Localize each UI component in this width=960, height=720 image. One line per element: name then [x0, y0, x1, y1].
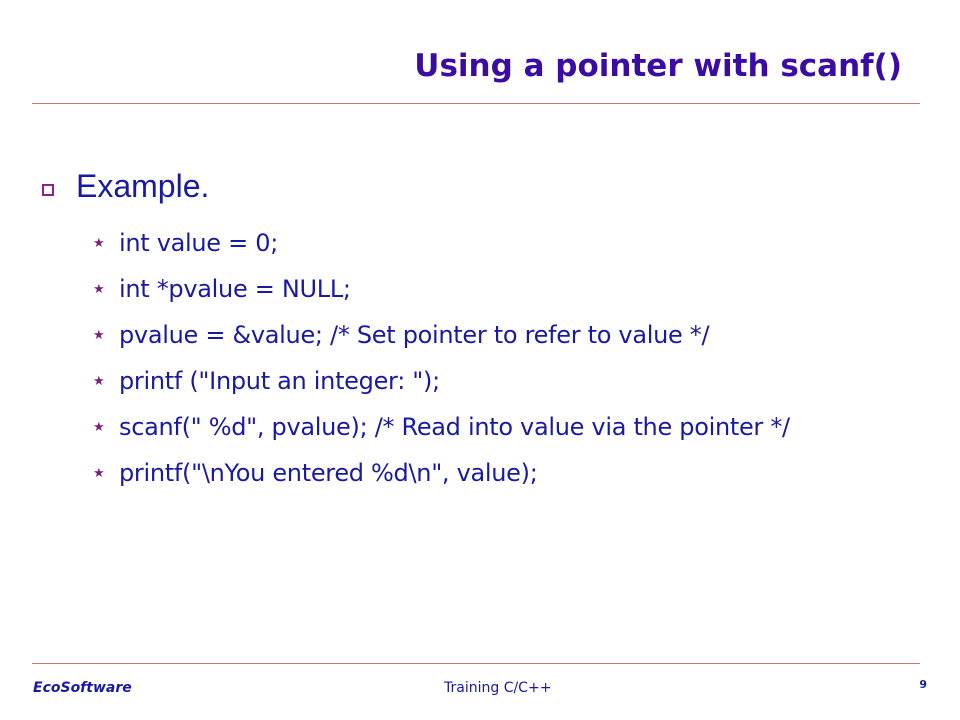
square-bullet-icon [42, 184, 54, 196]
code-bullet-text: int value = 0; [119, 229, 278, 257]
footer-page-number: 9 [919, 678, 927, 691]
code-bullet-text: printf("\nYou entered %d\n", value); [119, 459, 538, 487]
code-bullet-item [93, 404, 790, 450]
code-bullet-item [93, 450, 790, 496]
slide-title: Using a pointer with scanf() [414, 48, 902, 84]
footer-course: Training C/C++ [444, 680, 552, 696]
code-bullet-text: pvalue = &value; /* Set pointer to refer to value */ [119, 321, 710, 349]
code-bullet-item [93, 312, 790, 358]
footer-company: EcoSoftware [33, 680, 132, 696]
level1-bullet [42, 168, 209, 205]
star-bullet-icon: ★ [93, 419, 105, 435]
code-bullet-list [93, 220, 790, 496]
footer-divider [32, 663, 920, 664]
code-bullet-item [93, 220, 790, 266]
code-bullet-item [93, 358, 790, 404]
level1-bullet-text: Example. [76, 168, 210, 204]
title-divider [32, 103, 920, 104]
code-bullet-item [93, 266, 790, 312]
star-bullet-icon: ★ [93, 465, 105, 481]
code-bullet-text: printf ("Input an integer: "); [119, 367, 440, 395]
star-bullet-icon: ★ [93, 235, 105, 251]
star-bullet-icon: ★ [93, 373, 105, 389]
code-bullet-text: scanf(" %d", pvalue); /* Read into value via the pointer */ [119, 413, 790, 441]
star-bullet-icon: ★ [93, 281, 105, 297]
code-bullet-text: int *pvalue = NULL; [119, 275, 351, 303]
star-bullet-icon: ★ [93, 327, 105, 343]
